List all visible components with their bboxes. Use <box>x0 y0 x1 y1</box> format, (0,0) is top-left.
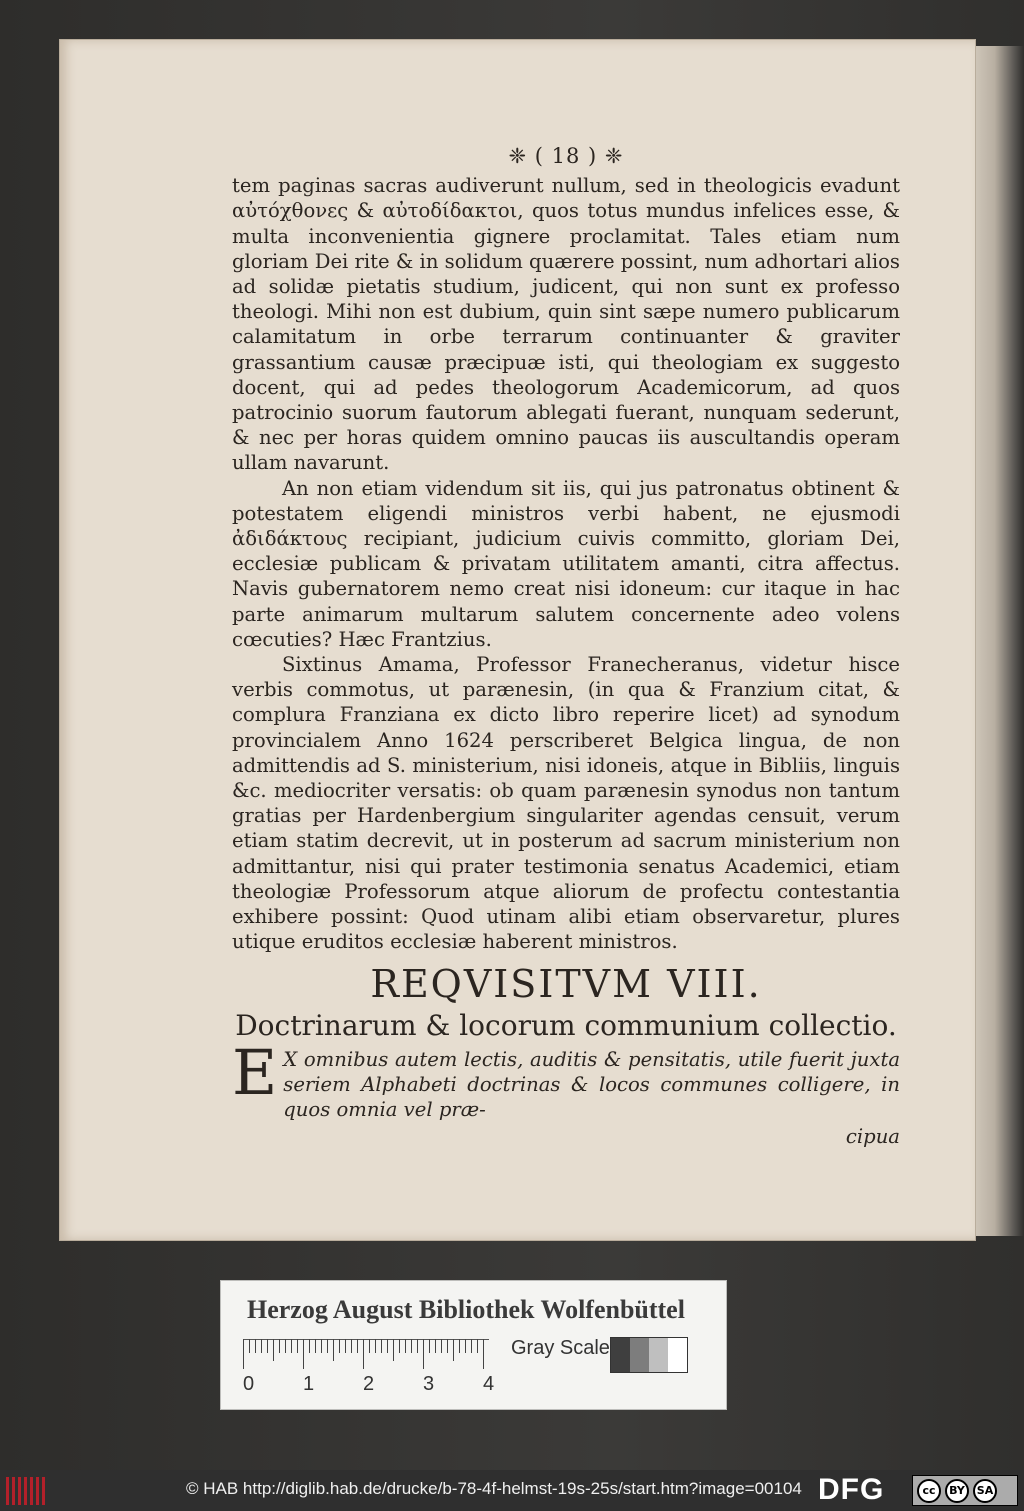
ruler-tick <box>357 1339 358 1353</box>
next-page-edge <box>975 46 1024 1236</box>
ruler-tick <box>465 1339 466 1353</box>
ruler-tick <box>273 1339 274 1361</box>
ruler-number: 2 <box>363 1373 375 1395</box>
ruler-tick <box>315 1339 316 1353</box>
final-text: X omnibus autem lectis, auditis & pensitatis, utile fuerit juxta seriem Alphabeti doctrinas & locos communes colligere, in quos omnia vel præ- <box>283 1047 900 1121</box>
ruler-numbers <box>243 1373 503 1397</box>
ruler-tick <box>477 1339 478 1353</box>
ruler-tick <box>333 1339 334 1361</box>
ruler-tick <box>279 1339 280 1353</box>
paragraph-2: An non etiam videndum sit iis, qui jus patronatus obtinent & potestatem eligendi ministros verbi habent, ne ejusmodi ἀδιδάκτους recipiant, judicium cuivis committo, gloriam Dei, ecclesiæ publicam & privatam utilitatem amanti, citra affectus. Navis gubernatorem nemo creat nisi idoneum: cur itaque in hac parte animarum multarum salutem concernente adeo volens cœcuties? Hæc Frantzius. <box>232 476 900 651</box>
ruler-tick <box>339 1339 340 1353</box>
ruler-tick <box>261 1339 262 1353</box>
ruler-tick <box>249 1339 250 1353</box>
ruler-tick <box>255 1339 256 1353</box>
ruler-tick <box>321 1339 322 1353</box>
ruler-icon <box>243 1339 489 1373</box>
cc-icon: cc <box>917 1479 941 1503</box>
gray-scale-swatches <box>610 1337 688 1373</box>
ruler-tick <box>291 1339 292 1353</box>
final-paragraph <box>232 1035 900 1123</box>
ruler-number: 3 <box>423 1373 435 1395</box>
ruler-number: 0 <box>243 1373 255 1395</box>
gray-swatch <box>649 1338 668 1372</box>
ruler-tick <box>381 1339 382 1353</box>
ruler-tick <box>393 1339 394 1361</box>
ruler-tick <box>483 1339 484 1369</box>
ruler-tick <box>243 1339 244 1369</box>
ruler-tick <box>423 1339 424 1369</box>
page-header: ❈ ( 18 ) ❈ <box>508 144 624 168</box>
gray-swatch <box>630 1338 649 1372</box>
paragraph-3: Sixtinus Amama, Professor Franecheranus, videtur hisce verbis commotus, ut parænesin, (in qua & Franzium citat, & complura Franziana ex dicto libro reperire licet) ad synodum provincialem Anno 1624 perscriberet Belgica lingua, de non admittendis ad S. ministerium, nisi idoneis, atque in Bibliis, linguis &c. mediocriter versatis: ob quam parænesin synodus non tantum gratias per Hardenbergium singulariter agendas censuit, verum etiam statim decrevit, ut in posterum ad sacrum ministerium non admittantur, nisi qui prater testimonia senatus Academici, etiam theologiæ Professorum atque aliorum de profectu contestantia exhibere possint: Quod utinam alibi etiam observaretur, plures utique eruditos ecclesiæ haberent ministros. <box>232 653 900 954</box>
ruler-tick <box>447 1339 448 1353</box>
ruler-tick <box>435 1339 436 1353</box>
ruler-tick <box>327 1339 328 1353</box>
ruler-tick <box>471 1339 472 1353</box>
ruler-tick <box>351 1339 352 1353</box>
dfg-logo: DFG <box>818 1473 885 1506</box>
copyright-link[interactable]: © HAB http://diglib.hab.de/drucke/b-78-4f-helmst-19s-25s/start.htm?image=00104 <box>186 1479 802 1498</box>
paragraph-1: tem paginas sacras audiverunt nullum, sed in theologicis evadunt αὐτόχθονες & αὐτοδίδακτοι, quos totus mundus infelices esse, & multa inconvenientia gignere proclamitat. Tales etiam num gloriam Dei rite & in solidum quærere possint, num adhortari alios ad solidæ pietatis studium, judicent, qui non sunt ex professo theologi. Mihi non est dubium, quin sint sæpe numero publicarum calamitatum in orbe terrarum continuanter & graviter grassantium causæ præcipuæ isti, qui theologiam ex suggesto docent, qui ad pedes theologorum Academicorum, ad quos patrocinio suorum fautorum ablegati fuerant, nunquam sederunt, & nec per horas quidem omnino paucas iis auscultandis operam ullam navarunt. <box>232 174 900 475</box>
gray-scale-label: Gray Scale <box>511 1337 610 1359</box>
ruler-tick <box>303 1339 304 1369</box>
ruler-tick <box>459 1339 460 1353</box>
ruler-tick <box>297 1339 298 1353</box>
ruler-tick <box>411 1339 412 1353</box>
ruler-tick <box>387 1339 388 1353</box>
requisitum-subheading: Doctrinarum & locorum communium collectio. <box>235 1008 897 1042</box>
drop-cap: E <box>232 1035 278 1109</box>
hab-logo-icon <box>6 1477 46 1505</box>
ruler-number: 1 <box>303 1373 315 1395</box>
requisitum-heading: REQVISITVM VIII. <box>370 961 762 1006</box>
ruler-tick <box>405 1339 406 1353</box>
ruler-tick <box>369 1339 370 1353</box>
ruler-tick <box>453 1339 454 1361</box>
ruler-tick <box>399 1339 400 1353</box>
ruler-tick <box>309 1339 310 1353</box>
ruler-number: 4 <box>483 1373 495 1395</box>
ruler-tick <box>267 1339 268 1353</box>
cc-license-badge[interactable] <box>912 1475 1018 1506</box>
color-target-card <box>220 1280 727 1410</box>
ruler-tick <box>285 1339 286 1353</box>
sa-icon: SA <box>973 1479 997 1503</box>
gray-swatch <box>668 1338 687 1372</box>
ruler-tick <box>441 1339 442 1353</box>
ruler-tick <box>429 1339 430 1353</box>
viewer-footer <box>0 1470 1024 1511</box>
ruler-tick <box>363 1339 364 1369</box>
by-icon: BY <box>945 1479 969 1503</box>
ruler-tick <box>375 1339 376 1353</box>
ruler-tick <box>417 1339 418 1353</box>
ruler-tick <box>345 1339 346 1353</box>
gray-swatch <box>611 1338 630 1372</box>
page-text <box>232 144 900 1149</box>
catchword: cipua <box>845 1125 900 1149</box>
library-name: Herzog August Bibliothek Wolfenbüttel <box>247 1295 685 1324</box>
